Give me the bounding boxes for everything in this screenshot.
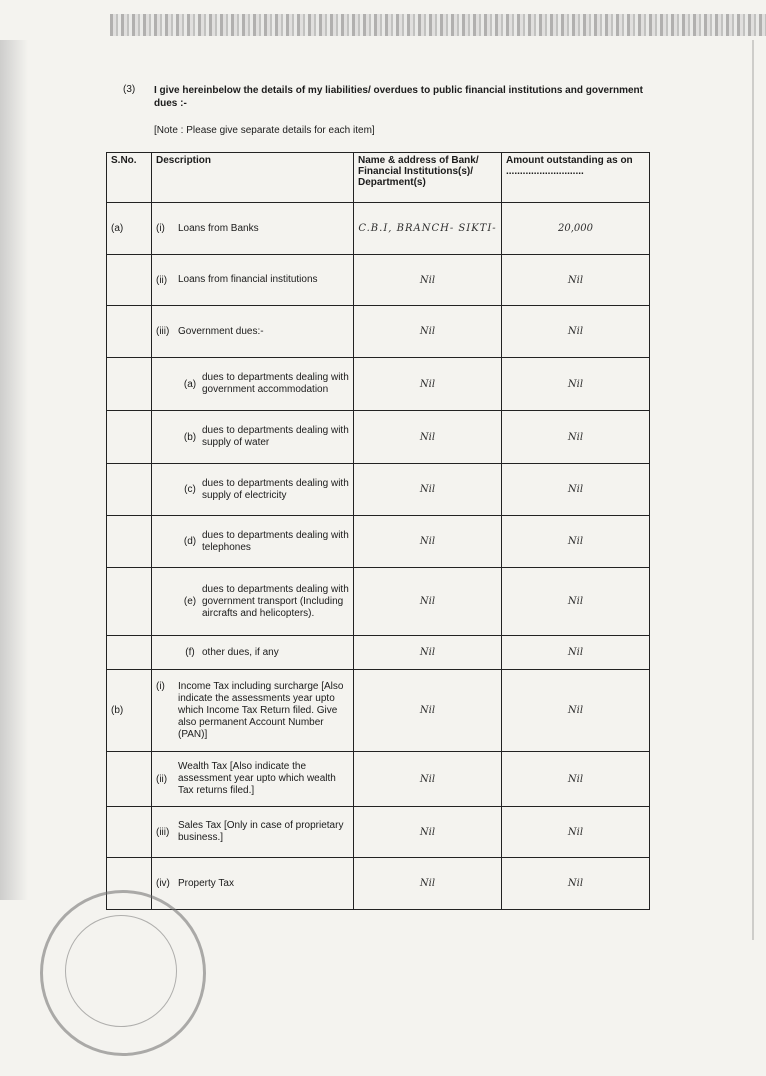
row-number: (i): [156, 680, 165, 692]
row-description: [152, 568, 354, 636]
header-amount: Amount outstanding as on ............................: [502, 153, 650, 203]
header-sno: S.No.: [107, 153, 152, 203]
row-sno: [107, 464, 152, 516]
row-description: [152, 358, 354, 411]
row-amount-handwritten: Nil: [502, 358, 650, 411]
row-number: (ii): [156, 274, 168, 286]
row-sno: [107, 411, 152, 464]
row-sno: [107, 516, 152, 568]
row-bank-handwritten: Nil: [354, 306, 502, 358]
row-bank-handwritten: Nil: [354, 636, 502, 670]
row-amount-handwritten: Nil: [502, 411, 650, 464]
row-text: Income Tax including surcharge [Also indicate the assessments year upto which Income Tax Return filed. Give also permanent Account Number (PAN)]: [178, 680, 344, 740]
row-description: [152, 516, 354, 568]
row-sub-letter: (c): [184, 484, 196, 495]
row-amount-handwritten: Nil: [502, 516, 650, 568]
row-description: [152, 411, 354, 464]
row-amount-handwritten: Nil: [502, 306, 650, 358]
row-text: dues to departments dealing with telephones: [202, 529, 349, 553]
scan-right-mark: [752, 40, 754, 940]
row-sno: (a): [107, 203, 152, 255]
row-bank-handwritten: Nil: [354, 807, 502, 858]
row-amount-handwritten: Nil: [502, 807, 650, 858]
row-amount-handwritten: Nil: [502, 464, 650, 516]
row-bank-handwritten: Nil: [354, 670, 502, 752]
table-row: [107, 255, 650, 306]
row-sub-letter: (a): [183, 378, 197, 390]
row-bank-handwritten: Nil: [354, 411, 502, 464]
table-row: [107, 568, 650, 636]
row-bank-handwritten: C.B.I, BRANCH- SIKTI-: [354, 203, 502, 255]
row-amount-handwritten: Nil: [502, 255, 650, 306]
row-sub-letter: (d): [183, 536, 197, 547]
row-number: (ii): [156, 773, 168, 785]
row-text: dues to departments dealing with government transport (Including aircrafts and helicopters).: [202, 583, 349, 619]
table-row: [107, 411, 650, 464]
row-text: Loans from Banks: [178, 222, 259, 234]
row-bank-handwritten: Nil: [354, 568, 502, 636]
row-bank-handwritten: Nil: [354, 255, 502, 306]
row-text: Loans from financial institutions: [178, 274, 318, 285]
row-description: [152, 670, 354, 752]
table-row: [107, 306, 650, 358]
stamp-inner-ring: [65, 915, 177, 1027]
row-description: [152, 203, 354, 255]
liabilities-table: [106, 152, 650, 910]
row-sub-letter: (b): [183, 431, 197, 443]
scan-top-band: [110, 14, 766, 36]
row-text: dues to departments dealing with supply of electricity: [202, 477, 349, 501]
row-description: [152, 752, 354, 807]
row-bank-handwritten: Nil: [354, 358, 502, 411]
table-row: [107, 752, 650, 807]
row-sno: [107, 358, 152, 411]
header-description: Description: [152, 153, 354, 203]
row-text: dues to departments dealing with supply of water: [202, 425, 349, 448]
row-sno: [107, 255, 152, 306]
table-row: [107, 670, 650, 752]
row-amount-handwritten: Nil: [502, 670, 650, 752]
table-row: [107, 858, 650, 910]
row-bank-handwritten: Nil: [354, 464, 502, 516]
scan-left-edge: [0, 40, 28, 900]
row-bank-handwritten: Nil: [354, 516, 502, 568]
row-text: other dues, if any: [202, 646, 279, 658]
row-number: (i): [156, 223, 165, 234]
table-row: [107, 203, 650, 255]
table-row: [107, 464, 650, 516]
row-sub-letter: (e): [183, 596, 197, 607]
row-amount-handwritten: 20,000: [502, 203, 650, 255]
row-description: [152, 464, 354, 516]
header-bank: Name & address of Bank/ Financial Institutions(s)/ Department(s): [354, 153, 502, 203]
section-number: (3): [123, 84, 136, 95]
row-number: (iii): [156, 326, 170, 337]
row-sno: [107, 306, 152, 358]
section-intro: I give hereinbelow the details of my liabilities/ overdues to public financial institutions and government dues :-: [154, 85, 643, 109]
table-row: [107, 807, 650, 858]
row-amount-handwritten: Nil: [502, 858, 650, 910]
row-description: [152, 636, 354, 670]
row-text: Property Tax: [178, 877, 234, 889]
row-sub-letter: (f): [185, 647, 195, 658]
row-amount-handwritten: Nil: [502, 636, 650, 670]
row-amount-handwritten: Nil: [502, 568, 650, 636]
row-description: [152, 807, 354, 858]
row-text: Sales Tax [Only in case of proprietary business.]: [178, 820, 344, 843]
row-text: Wealth Tax [Also indicate the assessment year upto which wealth Tax returns filed.]: [178, 761, 336, 796]
row-bank-handwritten: Nil: [354, 752, 502, 807]
table-row: [107, 636, 650, 670]
row-text: Government dues:-: [178, 325, 264, 337]
row-number: (iii): [156, 826, 170, 838]
row-sno: [107, 807, 152, 858]
row-bank-handwritten: Nil: [354, 858, 502, 910]
official-stamp: [40, 890, 206, 1056]
row-text: dues to departments dealing with government accommodation: [202, 372, 349, 395]
row-sno: (b): [107, 670, 152, 752]
row-amount-handwritten: Nil: [502, 752, 650, 807]
row-sno: [107, 568, 152, 636]
row-description: [152, 306, 354, 358]
row-description: [152, 255, 354, 306]
row-description: [152, 858, 354, 910]
row-sno: [107, 636, 152, 670]
section-note: [Note : Please give separate details for each item]: [154, 125, 375, 136]
row-number: (iv): [156, 878, 170, 889]
table-row: [107, 516, 650, 568]
row-sno: [107, 752, 152, 807]
table-header-row: [107, 153, 650, 203]
table-row: [107, 358, 650, 411]
